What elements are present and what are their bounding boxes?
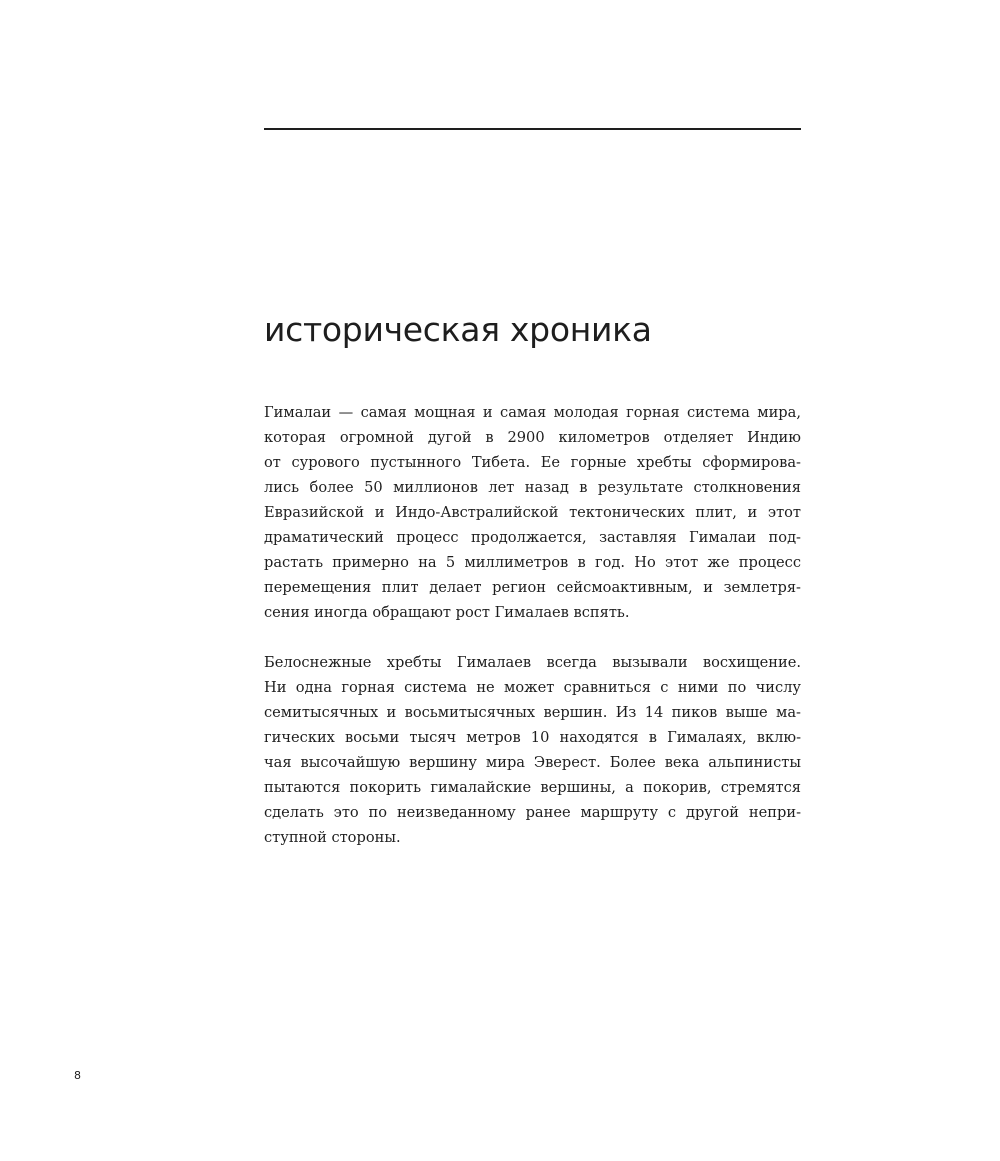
paragraph-line: сения иногда обращают рост Гималаев вспять.: [264, 604, 630, 621]
paragraph-line: ступной стороны.: [264, 829, 401, 846]
paragraph-line: Евразийской и Индо-Австралийской тектонических плит, и этот: [264, 504, 801, 521]
paragraph-line: драматический процесс продолжается, заставляя Гималаи под-: [264, 529, 801, 546]
paragraph-line: чая высочайшую вершину мира Эверест. Более века альпинисты: [264, 754, 801, 771]
paragraph-line: которая огромной дугой в 2900 километров отделяет Индию: [264, 429, 801, 446]
paragraph-line: лись более 50 миллионов лет назад в результате столкновения: [264, 479, 801, 496]
paragraph-2: [264, 650, 801, 850]
paragraph-line: пытаются покорить гималайские вершины, а покорив, стремятся: [264, 779, 801, 796]
paragraph-line: сделать это по неизведанному ранее маршруту с другой непри-: [264, 804, 801, 821]
paragraph-line: семитысячных и восьмитысячных вершин. Из 14 пиков выше ма-: [264, 704, 801, 721]
paragraph-line: перемещения плит делает регион сейсмоактивным, и землетря-: [264, 579, 801, 596]
page-number: 8: [74, 1069, 81, 1082]
paragraph-line: Гималаи — самая мощная и самая молодая горная система мира,: [264, 404, 801, 421]
paragraph-line: гических восьми тысяч метров 10 находятся в Гималаях, вклю-: [264, 729, 801, 746]
paragraph-line: от сурового пустынного Тибета. Ее горные хребты сформирова-: [264, 454, 801, 471]
paragraph-line: растать примерно на 5 миллиметров в год. Но этот же процесс: [264, 554, 801, 571]
top-rule: [264, 128, 801, 130]
paragraph-line: Ни одна горная система не может сравниться с ними по числу: [264, 679, 801, 696]
paragraph-line: Белоснежные хребты Гималаев всегда вызывали восхищение.: [264, 654, 801, 671]
chapter-title: историческая хроника: [264, 310, 652, 349]
paragraph-1: [264, 400, 801, 625]
